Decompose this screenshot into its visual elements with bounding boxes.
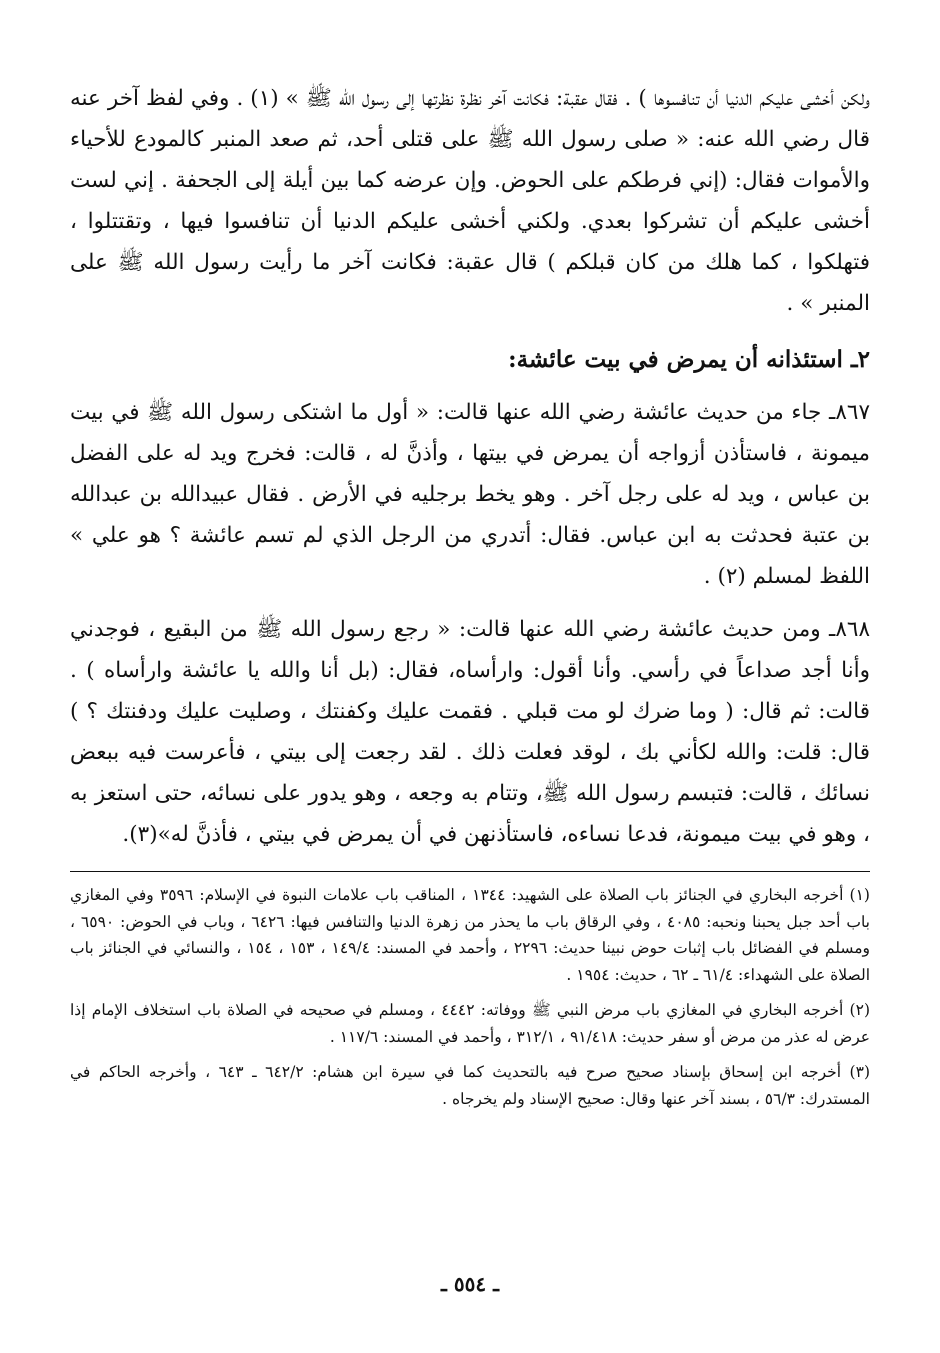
footnote-3: (٣) أخرجه ابن إسحاق بإسناد صحيح صرح فيه بالتحديث كما في سيرة ابن هشام: ٦٤٢/٢ ـ ٦٤٣ ، وأخرجه الحاكم في المستدرك: ٥٦/٣ ، بسند آخر عنها وقال: صحيح الإسناد ولم يخرجاه . — [70, 1063, 870, 1108]
hadith-paragraph-867: ٨٦٧ـ جاء من حديث عائشة رضي الله عنها قالت: « أول ما اشتكى رسول الله ﷺ في بيت ميمونة ، فاستأذن أزواجه أن يمرض في بيتها ، وأذنَّ له ، قالت: فخرج ويد له على الفضل بن عباس ، ويد له على رجل آخر . وهو يخط برجليه في الأرض . فقال عبيدالله بن عبدالله بن عتبة فحدثت به ابن عباس. فقال: أتدري من الرجل الذي لم تسم عائشة ؟ هو علي » اللفظ لمسلم (٢) . — [70, 400, 870, 589]
footnote-divider — [70, 871, 870, 872]
main-text — [70, 78, 870, 855]
footnotes — [70, 882, 870, 1112]
page-number: ـ ٥٥٤ ـ — [441, 1272, 499, 1296]
footnote-1: (١) أخرجه البخاري في الجنائز باب الصلاة على الشهيد: ١٣٤٤ ، المناقب باب علامات النبوة في الإسلام: ٣٥٩٦ وفي المغازي باب أحد جبل يحبنا ونحبه: ٤٠٨٥ ، وفي الرقاق باب ما يحذر من زهرة الدنيا والتنافس فيها: ٦٤٢٦ ، وباب في الحوض: ٦٥٩٠ ، ومسلم في الفضائل باب إثبات حوض نبينا حديث: ٢٢٩٦ ، وأحمد في المسند: ١٤٩/٤ ، ١٥٣ ، ١٥٤ ، والنسائي في الجنائز باب الصلاة على الشهداء: ٦١/٤ ـ ٦٢ ، حديث: ١٩٥٤ . — [70, 886, 871, 984]
hadith-paragraph-868: ٨٦٨ـ ومن حديث عائشة رضي الله عنها قالت: « رجع رسول الله ﷺ من البقيع ، فوجدني وأنا أجد صداعاً في رأسي. وأنا أقول: وارأساه، فقال: (بل أنا والله يا عائشة وارأساه ) . قالت: ثم قال: ( وما ضرك لو مت قبلي . فقمت عليك وكفنتك ، وصليت عليك ودفنتك ؟ ) قال: قلت: والله لكأني بك ، لوقد فعلت ذلك . لقد رجعت إلى بيتي ، فأعرست فيه ببعض نسائك ، قالت: فتبسم رسول الله ﷺ، وتتام به وجعه ، وهو يدور على نسائه، حتى استعز به ، وهو في بيت ميمونة، فدعا نساءه، فاستأذنهن في أن يمرض في بيتي ، فأذنَّ له»(٣). — [70, 617, 870, 847]
footnote-2: (٢) أخرجه البخاري في المغازي باب مرض النبي ﷺ ووفاته: ٤٤٤٢ ، ومسلم في صحيحه في الصلاة باب استخلاف الإمام إذا عرض له عذر من مرض أو سفر حديث: ٩١/٤١٨ ، ٣١٢/١ ، وأحمد في المسند: ١١٧/٦ . — [70, 1001, 870, 1046]
top-paragraph: ولكن أخشى عليكم الدنيا أن تنافسوها ) . فقال عقبة: فكانت آخر نظرة نظرتها إلى رسول الله ﷺ » (١) . وفي لفظ آخر عنه قال رضي الله عنه: « صلى رسول الله ﷺ على قتلى أحد، ثم صعد المنبر كالمودع للأحياء والأموات فقال: (إني فرطكم على الحوض. وإن عرضه كما بين أيلة إلى الجحفة . إني لست أخشى عليكم أن تشركوا بعدي. ولكني أخشى عليكم الدنيا أن تنافسوا فيها ، وتقتتلوا ، فتهلكوا ، كما هلك من كان قبلكم ) قال عقبة: فكانت آخر ما رأيت رسول الله ﷺ على المنبر » . — [70, 86, 870, 316]
section-heading: ٢ـ استئذانه أن يمرض في بيت عائشة: — [508, 346, 870, 373]
